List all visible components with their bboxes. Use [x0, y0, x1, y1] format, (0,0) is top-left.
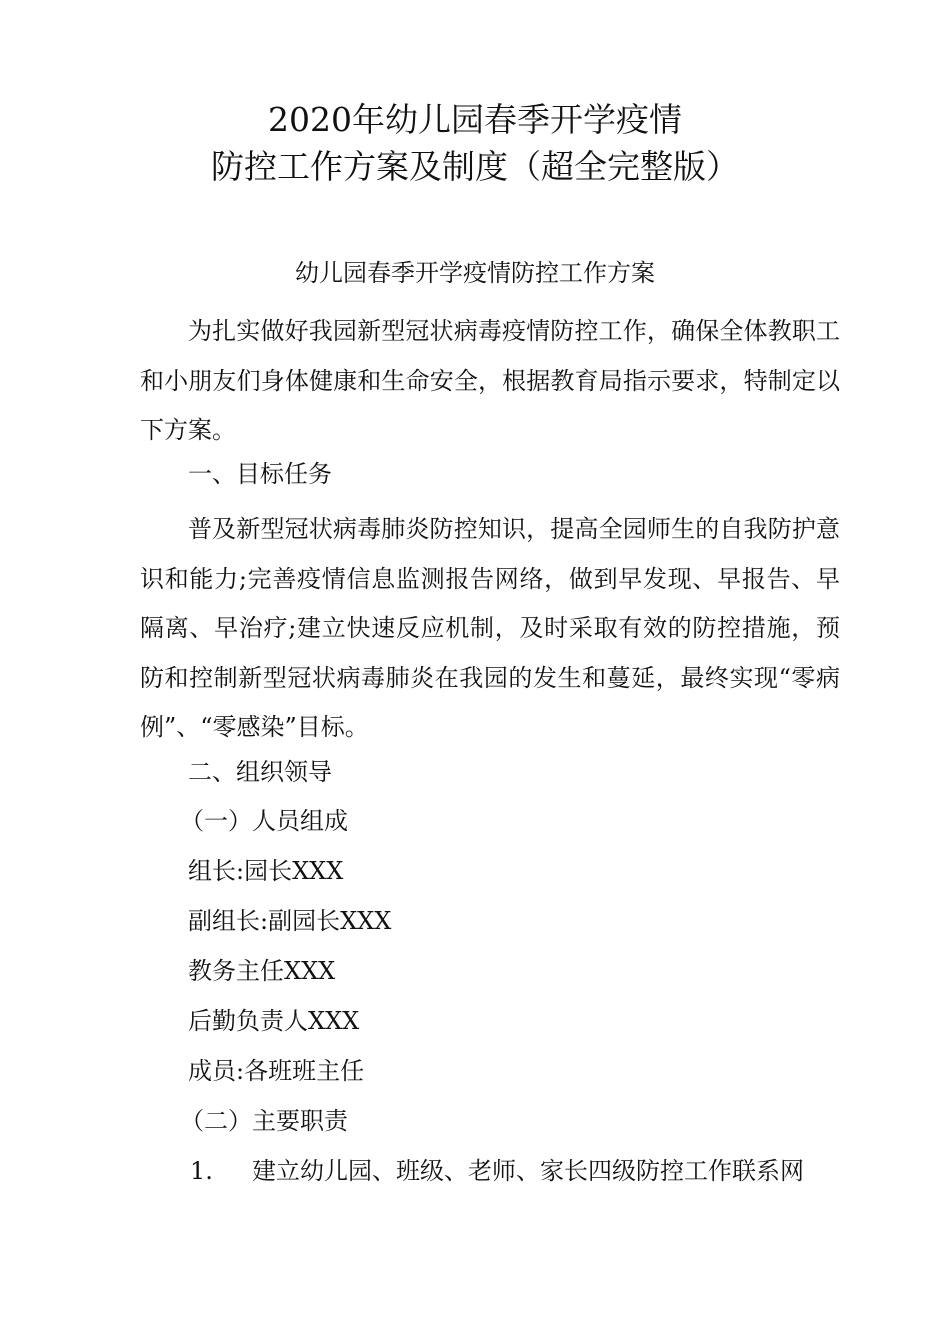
- member-deputy-leader: 副组长:副园长XXX: [188, 907, 392, 935]
- member-leader: 组长:园长XXX: [188, 857, 344, 885]
- subsection-2-heading: （二）主要职责: [180, 1107, 348, 1135]
- member-class-teachers: 成员:各班班主任: [188, 1057, 365, 1085]
- document-title-line-2: 防控工作方案及制度（超全完整版）: [211, 147, 739, 186]
- list-item-1-number: 1.: [190, 1157, 213, 1185]
- subsection-1-heading: （一）人员组成: [180, 807, 348, 835]
- document-title-line-1: 2020年幼儿园春季开学疫情: [268, 100, 682, 139]
- section-1-paragraph: 普及新型冠状病毒肺炎防控知识，提高全园师生的自我防护意识和能力;完善疫情信息监测报告网络，做到早发现、早报告、早隔离、早治疗;建立快速反应机制，及时采取有效的防控措施，预防和控制新型冠状病毒肺炎在我园的发生和蔓延，最终实现“零病例”、“零感染”目标。: [140, 515, 840, 741]
- intro-paragraph: 为扎实做好我园新型冠状病毒疫情防控工作，确保全体教职工和小朋友们身体健康和生命安全，根据教育局指示要求，特制定以下方案。: [140, 317, 840, 444]
- section-2-heading: 二、组织领导: [188, 758, 332, 786]
- member-academic-director: 教务主任XXX: [188, 957, 336, 985]
- section-1-heading: 一、目标任务: [188, 460, 332, 488]
- member-logistics-head: 后勤负责人XXX: [188, 1007, 360, 1035]
- document-subtitle: 幼儿园春季开学疫情防控工作方案: [295, 259, 655, 287]
- list-item-1: [190, 1153, 804, 1189]
- list-item-1-text: 建立幼儿园、班级、老师、家长四级防控工作联系网: [252, 1157, 804, 1185]
